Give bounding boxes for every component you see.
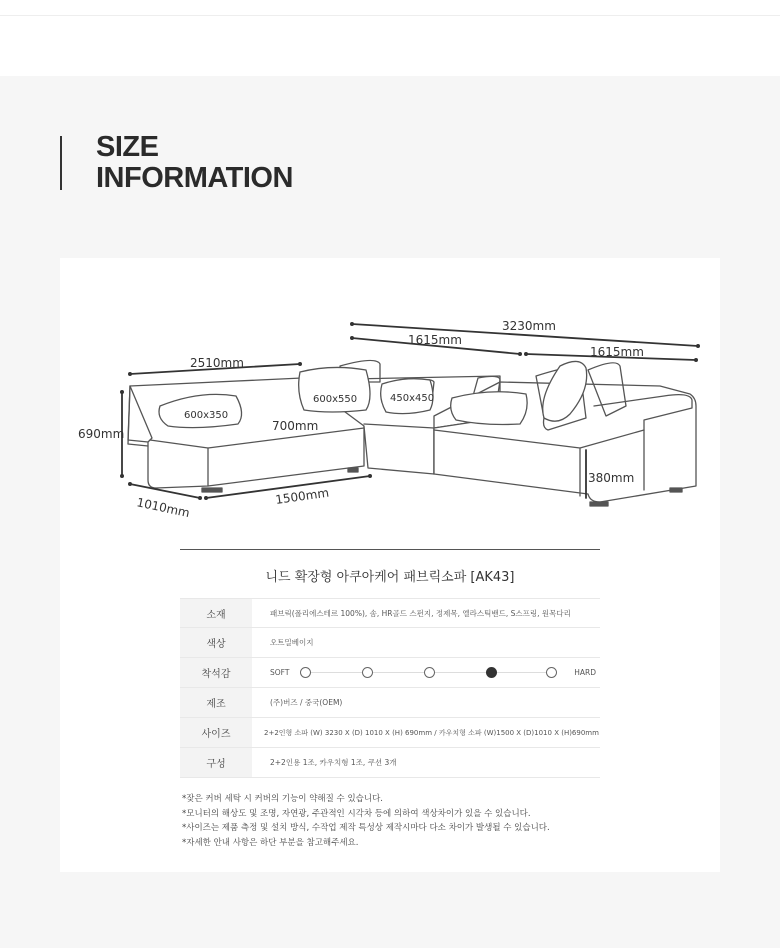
firmness-dot (424, 667, 435, 678)
firmness-dot (486, 667, 497, 678)
firmness-dot (546, 667, 557, 678)
top-divider (0, 15, 780, 16)
spec-label: 착석감 (180, 658, 252, 687)
dim-chaise-length: 1500mm (274, 485, 330, 507)
firmness-value (252, 658, 600, 687)
note-line: *잦은 커버 세탁 시 커버의 기능이 약해질 수 있습니다. (182, 794, 384, 804)
spec-label: 구성 (180, 748, 252, 777)
spec-row-firmness (180, 658, 600, 688)
spec-table (180, 598, 600, 778)
spec-label: 사이즈 (180, 718, 252, 747)
spec-label: 제조 (180, 688, 252, 717)
cushion-label-450x450: 450x450 (390, 393, 435, 404)
dim-left-length: 2510mm (190, 356, 244, 370)
spec-label: 소재 (180, 599, 252, 627)
dim-right-half-2: 1615mm (590, 345, 644, 359)
firmness-soft-label: SOFT (270, 668, 290, 677)
top-band (0, 0, 780, 76)
note-line: *자세한 안내 사항은 하단 부분을 참고해주세요. (182, 837, 359, 848)
size-info-panel (60, 258, 720, 872)
leg-1 (348, 468, 358, 472)
dim-depth: 1010mm (135, 495, 192, 521)
firmness-scale (270, 658, 600, 687)
product-name: 니드 확장형 아쿠아케어 패브릭소파 [AK43] (265, 570, 515, 585)
dim-seat-height: 380mm (588, 471, 635, 485)
notes (182, 792, 550, 850)
cushion-label-600x350: 600x350 (184, 410, 229, 421)
leg-4 (670, 488, 682, 492)
product-divider (180, 549, 600, 550)
note-line: *사이즈는 제품 측정 및 설치 방식, 수작업 제작 특성상 제작시마다 다소 차이가 발생될 수 있습니다. (182, 823, 550, 833)
spec-label: 색상 (180, 628, 252, 657)
cushion-600x550 (299, 367, 370, 412)
leg-3 (590, 502, 608, 506)
section-title (96, 132, 293, 194)
spec-row-material (180, 598, 600, 628)
dim-height: 690mm (78, 427, 125, 441)
cushion-right-a (451, 392, 527, 425)
spec-value: 2+2인형 소파 (W) 3230 X (D) 1010 X (H) 690mm / 카우치형 소파 (W)1500 X (D)1010 X (H)690mm (264, 728, 599, 737)
spec-row-composition (180, 748, 600, 778)
firmness-dot (362, 667, 373, 678)
leg-2 (202, 488, 222, 492)
spec-row-size (180, 718, 600, 748)
spec-value: (주)버즈 / 중국(OEM) (270, 698, 343, 707)
note-line: *모니터의 해상도 및 조명, 자연광, 주관적인 시각차 등에 의하여 색상차이가 있을 수 있습니다. (182, 808, 531, 819)
title-line-information: INFORMATION (96, 162, 293, 194)
spec-row-manufacturer (180, 688, 600, 718)
spec-value: 패브릭(폴리에스테르 100%), 솜, HR골드 스펀지, 정제목, 엘라스틱밴드, S스프링, 원목다리 (270, 608, 571, 618)
firmness-hard-label: HARD (574, 668, 596, 677)
spec-row-color (180, 628, 600, 658)
dim-chaise-width: 700mm (272, 419, 319, 433)
dim-right-half: 1615mm (408, 333, 462, 347)
cushion-label-600x550: 600x550 (313, 394, 358, 405)
firmness-dot (300, 667, 311, 678)
title-line-size: SIZE (96, 131, 159, 163)
sofa-diagram (60, 258, 720, 528)
title-accent-bar (60, 136, 62, 190)
dim-total-width: 3230mm (502, 319, 556, 333)
spec-value: 2+2인용 1조, 카우치형 1조, 쿠션 3개 (270, 758, 397, 767)
spec-value: 오트밀베이지 (270, 638, 314, 647)
